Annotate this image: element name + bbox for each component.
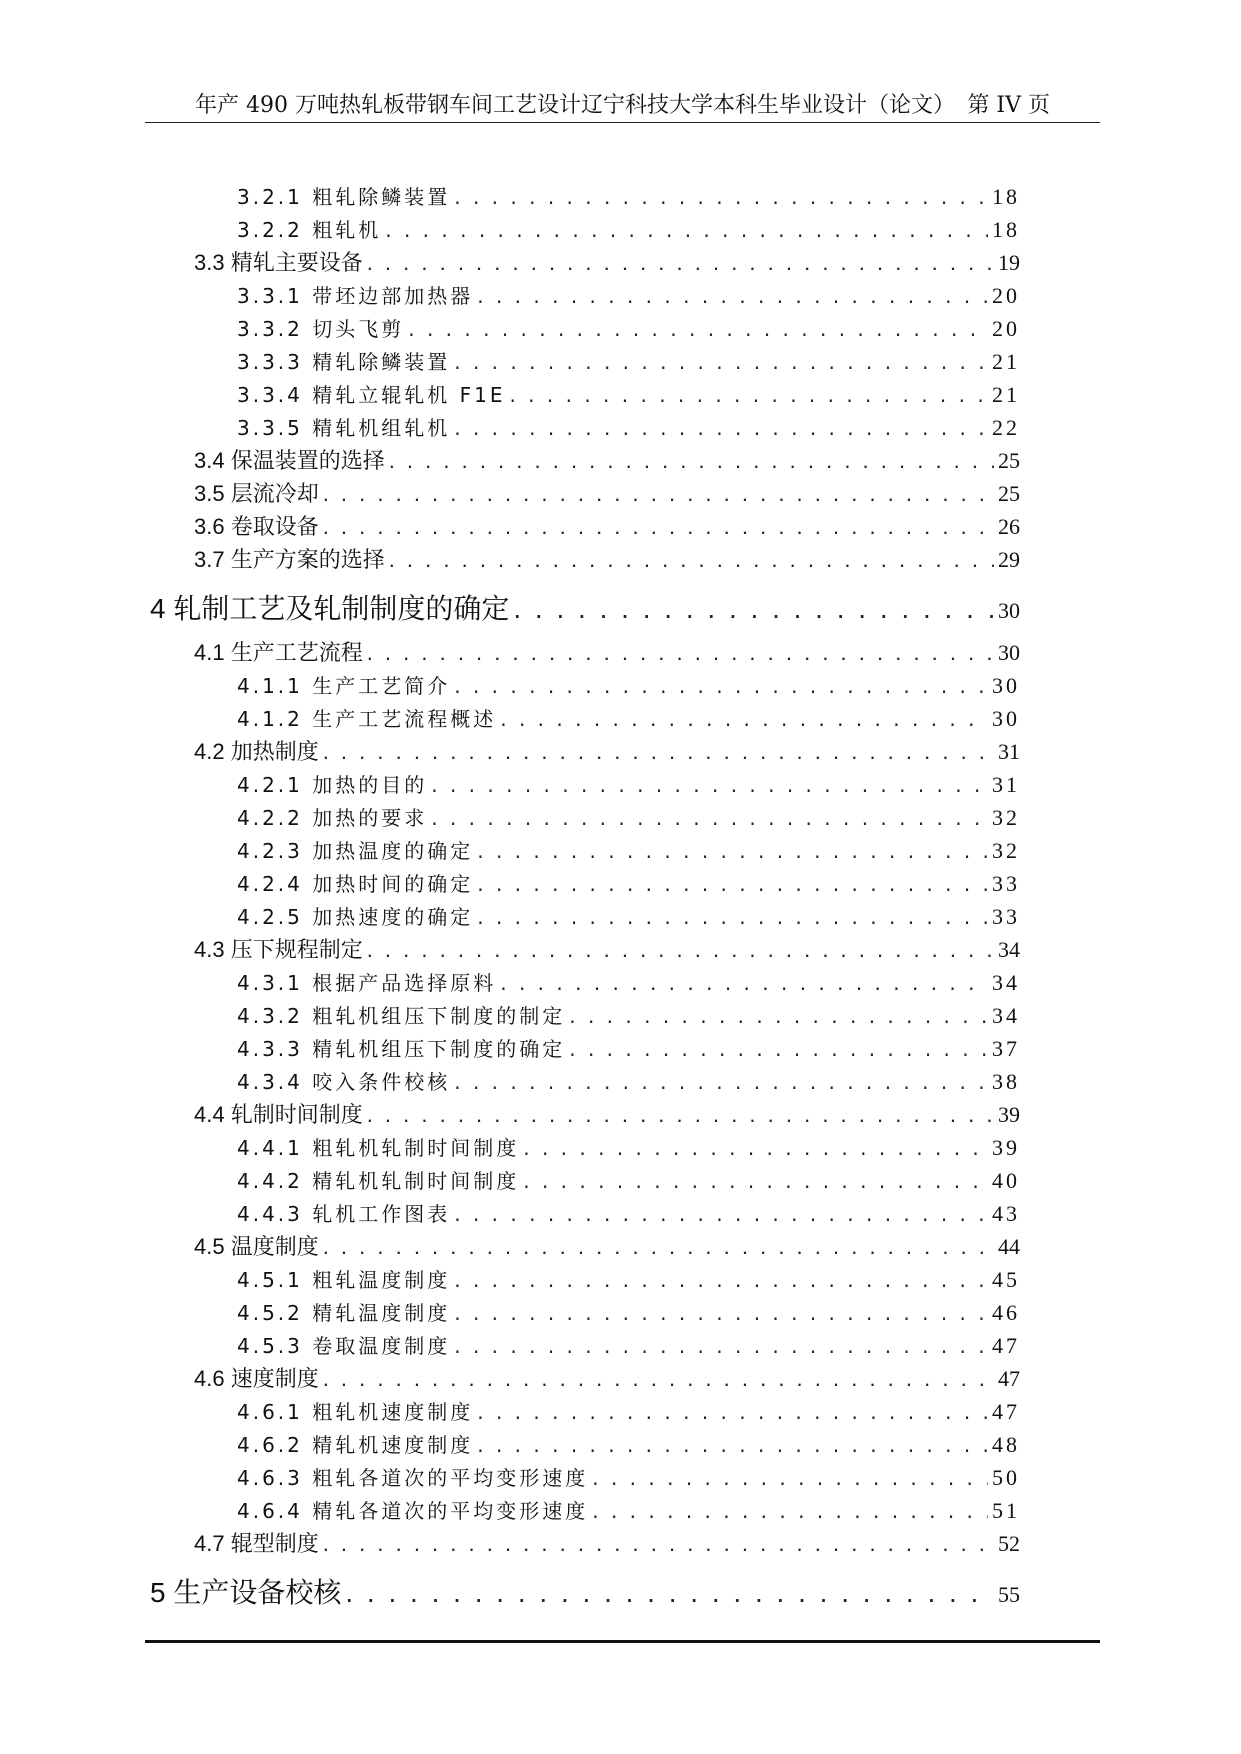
toc-leader-dots xyxy=(323,1230,994,1263)
toc-leader-dots xyxy=(454,1264,988,1297)
toc-entry-page-number: 47 xyxy=(992,1333,1020,1358)
toc-entry-label: 3.3.1 带坯边部加热器 xyxy=(237,284,474,308)
toc-entry-label: 4.6 速度制度 xyxy=(194,1366,319,1391)
toc-entry-label: 4.3.4 咬入条件校核 xyxy=(237,1070,451,1094)
toc-entry[interactable] xyxy=(150,279,1020,312)
toc-entry-page-number: 48 xyxy=(992,1432,1020,1457)
toc-leader-dots xyxy=(323,735,994,768)
toc-entry-label: 4.6.4 精轧各道次的平均变形速度 xyxy=(237,1499,589,1523)
toc-entry[interactable] xyxy=(150,1263,1020,1296)
toc-leader-dots xyxy=(323,1527,994,1560)
toc-entry-page-number: 52 xyxy=(998,1531,1020,1556)
toc-leader-dots xyxy=(569,1033,988,1066)
toc-leader-dots xyxy=(323,510,994,543)
toc-entry[interactable] xyxy=(150,1164,1020,1197)
toc-leader-dots xyxy=(345,1566,994,1620)
toc-leader-dots xyxy=(431,769,988,802)
header-page-number: 第 IV 页 xyxy=(967,93,1050,118)
toc-leader-dots xyxy=(454,1198,988,1231)
toc-leader-dots xyxy=(523,1165,988,1198)
toc-entry-label: 4.5.1 粗轧温度制度 xyxy=(237,1268,451,1292)
toc-leader-dots xyxy=(385,214,988,247)
toc-entry-label: 3.3.4 精轧立辊轧机 F1E xyxy=(237,383,506,407)
toc-entry-page-number: 20 xyxy=(992,283,1020,308)
toc-entry-page-number: 32 xyxy=(992,838,1020,863)
toc-entry[interactable] xyxy=(150,312,1020,345)
toc-entry-label: 4.7 辊型制度 xyxy=(194,1531,319,1556)
toc-entry[interactable] xyxy=(150,999,1020,1032)
footer-rule xyxy=(145,1640,1100,1643)
toc-entry-label: 4.2.2 加热的要求 xyxy=(237,806,428,830)
toc-entry-page-number: 30 xyxy=(992,673,1020,698)
toc-leader-dots xyxy=(477,1429,988,1462)
toc-leader-dots xyxy=(454,1330,988,1363)
toc-entry-label: 3.3 精轧主要设备 xyxy=(194,250,363,275)
toc-entry-page-number: 21 xyxy=(992,382,1020,407)
toc-leader-dots xyxy=(477,868,988,901)
toc-entry-label: 4.1 生产工艺流程 xyxy=(194,640,363,665)
toc-leader-dots xyxy=(523,1132,988,1165)
toc-leader-dots xyxy=(500,703,988,736)
toc-entry-label: 4.4 轧制时间制度 xyxy=(194,1102,363,1127)
toc-leader-dots xyxy=(454,181,988,214)
toc-leader-dots xyxy=(500,967,988,1000)
toc-entry-page-number: 34 xyxy=(992,1003,1020,1028)
toc-leader-dots xyxy=(454,346,988,379)
header-title: 年产 490 万吨热轧板带钢车间工艺设计辽宁科技大学本科生毕业设计（论文） xyxy=(195,93,955,118)
toc-entry[interactable] xyxy=(150,1131,1020,1164)
toc-entry-label: 4.2.1 加热的目的 xyxy=(237,773,428,797)
toc-entry[interactable] xyxy=(150,1197,1020,1230)
toc-entry[interactable] xyxy=(150,669,1020,702)
toc-entry-page-number: 40 xyxy=(992,1168,1020,1193)
toc-entry[interactable] xyxy=(150,735,1020,768)
toc-entry[interactable] xyxy=(150,1230,1020,1263)
toc-entry-page-number: 21 xyxy=(992,349,1020,374)
toc-entry-label: 3.5 层流冷却 xyxy=(194,481,319,506)
toc-entry-page-number: 31 xyxy=(992,772,1020,797)
toc-entry[interactable] xyxy=(150,1527,1020,1560)
toc-entry[interactable] xyxy=(150,1566,1020,1620)
toc-entry-page-number: 34 xyxy=(998,937,1020,962)
toc-entry-label: 4.1.2 生产工艺流程概述 xyxy=(237,707,497,731)
toc-entry-page-number: 39 xyxy=(998,1102,1020,1127)
toc-leader-dots xyxy=(454,412,988,445)
toc-entry[interactable] xyxy=(150,477,1020,510)
toc-entry[interactable] xyxy=(150,867,1020,900)
toc-entry[interactable] xyxy=(150,933,1020,966)
toc-leader-dots xyxy=(454,670,988,703)
toc-entry-page-number: 26 xyxy=(998,514,1020,539)
toc-entry[interactable] xyxy=(150,834,1020,867)
toc-entry-label: 4.5 温度制度 xyxy=(194,1234,319,1259)
toc-entry[interactable] xyxy=(150,702,1020,735)
toc-entry-page-number: 47 xyxy=(992,1399,1020,1424)
toc-entry[interactable] xyxy=(150,636,1020,669)
toc-entry-page-number: 30 xyxy=(998,640,1020,665)
toc-entry-page-number: 22 xyxy=(992,415,1020,440)
toc-entry[interactable] xyxy=(150,900,1020,933)
toc-entry-page-number: 20 xyxy=(992,316,1020,341)
toc-entry-page-number: 50 xyxy=(992,1465,1020,1490)
page-header xyxy=(145,78,1100,123)
toc-entry-page-number: 30 xyxy=(992,706,1020,731)
toc-entry-label: 4.5.2 精轧温度制度 xyxy=(237,1301,451,1325)
toc-entry[interactable] xyxy=(150,345,1020,378)
toc-leader-dots xyxy=(367,933,994,966)
toc-entry[interactable] xyxy=(150,768,1020,801)
toc-entry-page-number: 30 xyxy=(998,598,1020,623)
toc-entry[interactable] xyxy=(150,1329,1020,1362)
toc-entry-label: 4.3.1 根据产品选择原料 xyxy=(237,971,497,995)
toc-entry[interactable] xyxy=(150,801,1020,834)
toc-entry[interactable] xyxy=(150,1494,1020,1527)
toc-leader-dots xyxy=(389,444,994,477)
toc-entry-page-number: 29 xyxy=(998,547,1020,572)
toc-entry-page-number: 38 xyxy=(992,1069,1020,1094)
toc-leader-dots xyxy=(431,802,988,835)
toc-entry-label: 4.6.3 粗轧各道次的平均变形速度 xyxy=(237,1466,589,1490)
toc-entry[interactable] xyxy=(150,246,1020,279)
toc-leader-dots xyxy=(509,379,988,412)
toc-entry[interactable] xyxy=(150,1065,1020,1098)
toc-entry-label: 4.4.1 粗轧机轧制时间制度 xyxy=(237,1136,520,1160)
toc-entry-label: 4.1.1 生产工艺简介 xyxy=(237,674,451,698)
toc-entry[interactable] xyxy=(150,444,1020,477)
toc-entry-page-number: 51 xyxy=(992,1498,1020,1523)
toc-leader-dots xyxy=(367,246,994,279)
toc-entry[interactable] xyxy=(150,411,1020,444)
toc-leader-dots xyxy=(367,636,994,669)
toc-entry-page-number: 39 xyxy=(992,1135,1020,1160)
toc-leader-dots xyxy=(569,1000,988,1033)
toc-leader-dots xyxy=(592,1462,988,1495)
toc-leader-dots xyxy=(477,1396,988,1429)
toc-entry-page-number: 47 xyxy=(998,1366,1020,1391)
toc-entry-page-number: 25 xyxy=(998,448,1020,473)
toc-entry[interactable] xyxy=(150,966,1020,999)
toc-entry[interactable] xyxy=(150,213,1020,246)
toc-entry-label: 4.3.2 粗轧机组压下制度的制定 xyxy=(237,1004,566,1028)
toc-entry-label: 3.3.3 精轧除鳞装置 xyxy=(237,350,451,374)
table-of-contents xyxy=(150,180,1020,1620)
toc-entry[interactable] xyxy=(150,378,1020,411)
toc-leader-dots xyxy=(454,1066,988,1099)
toc-entry-label: 4.5.3 卷取温度制度 xyxy=(237,1334,451,1358)
toc-leader-dots xyxy=(367,1098,994,1131)
toc-leader-dots xyxy=(454,1297,988,1330)
toc-entry-page-number: 37 xyxy=(992,1036,1020,1061)
toc-entry[interactable] xyxy=(150,180,1020,213)
toc-entry-page-number: 18 xyxy=(992,217,1020,242)
toc-leader-dots xyxy=(592,1495,988,1528)
toc-entry-label: 4.4.3 轧机工作图表 xyxy=(237,1202,451,1226)
toc-leader-dots xyxy=(477,280,988,313)
toc-entry[interactable] xyxy=(150,1395,1020,1428)
toc-entry-label: 3.2.2 粗轧机 xyxy=(237,218,382,242)
toc-entry[interactable] xyxy=(150,1461,1020,1494)
toc-entry-page-number: 33 xyxy=(992,871,1020,896)
toc-entry-label: 4.3.3 精轧机组压下制度的确定 xyxy=(237,1037,566,1061)
toc-leader-dots xyxy=(323,1362,994,1395)
toc-leader-dots xyxy=(477,901,988,934)
toc-entry-label: 4.2.4 加热时间的确定 xyxy=(237,872,474,896)
toc-entry-label: 4.3 压下规程制定 xyxy=(194,937,363,962)
toc-entry-page-number: 44 xyxy=(998,1234,1020,1259)
toc-entry-page-number: 19 xyxy=(998,250,1020,275)
toc-entry-label: 5 生产设备校核 xyxy=(150,1577,342,1608)
toc-entry-label: 4.2.3 加热温度的确定 xyxy=(237,839,474,863)
toc-entry-label: 4.2.5 加热速度的确定 xyxy=(237,905,474,929)
toc-leader-dots xyxy=(389,543,994,576)
toc-entry-label: 3.4 保温装置的选择 xyxy=(194,448,385,473)
toc-entry[interactable] xyxy=(150,1098,1020,1131)
toc-entry-label: 4.6.2 精轧机速度制度 xyxy=(237,1433,474,1457)
toc-entry-label: 3.6 卷取设备 xyxy=(194,514,319,539)
toc-entry[interactable] xyxy=(150,1362,1020,1395)
toc-entry-page-number: 25 xyxy=(998,481,1020,506)
toc-leader-dots xyxy=(323,477,994,510)
toc-entry-page-number: 33 xyxy=(992,904,1020,929)
toc-leader-dots xyxy=(408,313,988,346)
toc-entry-label: 4.6.1 粗轧机速度制度 xyxy=(237,1400,474,1424)
toc-entry-label: 4.2 加热制度 xyxy=(194,739,319,764)
toc-entry[interactable] xyxy=(150,1296,1020,1329)
toc-entry-label: 4 轧制工艺及轧制制度的确定 xyxy=(150,593,510,624)
toc-entry[interactable] xyxy=(150,1428,1020,1461)
toc-entry[interactable] xyxy=(150,510,1020,543)
toc-entry[interactable] xyxy=(150,543,1020,576)
toc-leader-dots xyxy=(477,835,988,868)
toc-entry-page-number: 45 xyxy=(992,1267,1020,1292)
toc-entry-label: 4.4.2 精轧机轧制时间制度 xyxy=(237,1169,520,1193)
toc-entry-page-number: 43 xyxy=(992,1201,1020,1226)
toc-entry-label: 3.3.2 切头飞剪 xyxy=(237,317,405,341)
toc-entry-page-number: 46 xyxy=(992,1300,1020,1325)
toc-entry-page-number: 55 xyxy=(998,1582,1020,1607)
toc-entry-label: 3.7 生产方案的选择 xyxy=(194,547,385,572)
toc-entry-page-number: 31 xyxy=(998,739,1020,764)
toc-entry[interactable] xyxy=(150,582,1020,636)
toc-entry-page-number: 32 xyxy=(992,805,1020,830)
toc-entry-page-number: 18 xyxy=(992,184,1020,209)
toc-entry[interactable] xyxy=(150,1032,1020,1065)
toc-entry-label: 3.3.5 精轧机组轧机 xyxy=(237,416,451,440)
toc-entry-page-number: 34 xyxy=(992,970,1020,995)
toc-leader-dots xyxy=(513,582,994,636)
toc-entry-label: 3.2.1 粗轧除鳞装置 xyxy=(237,185,451,209)
